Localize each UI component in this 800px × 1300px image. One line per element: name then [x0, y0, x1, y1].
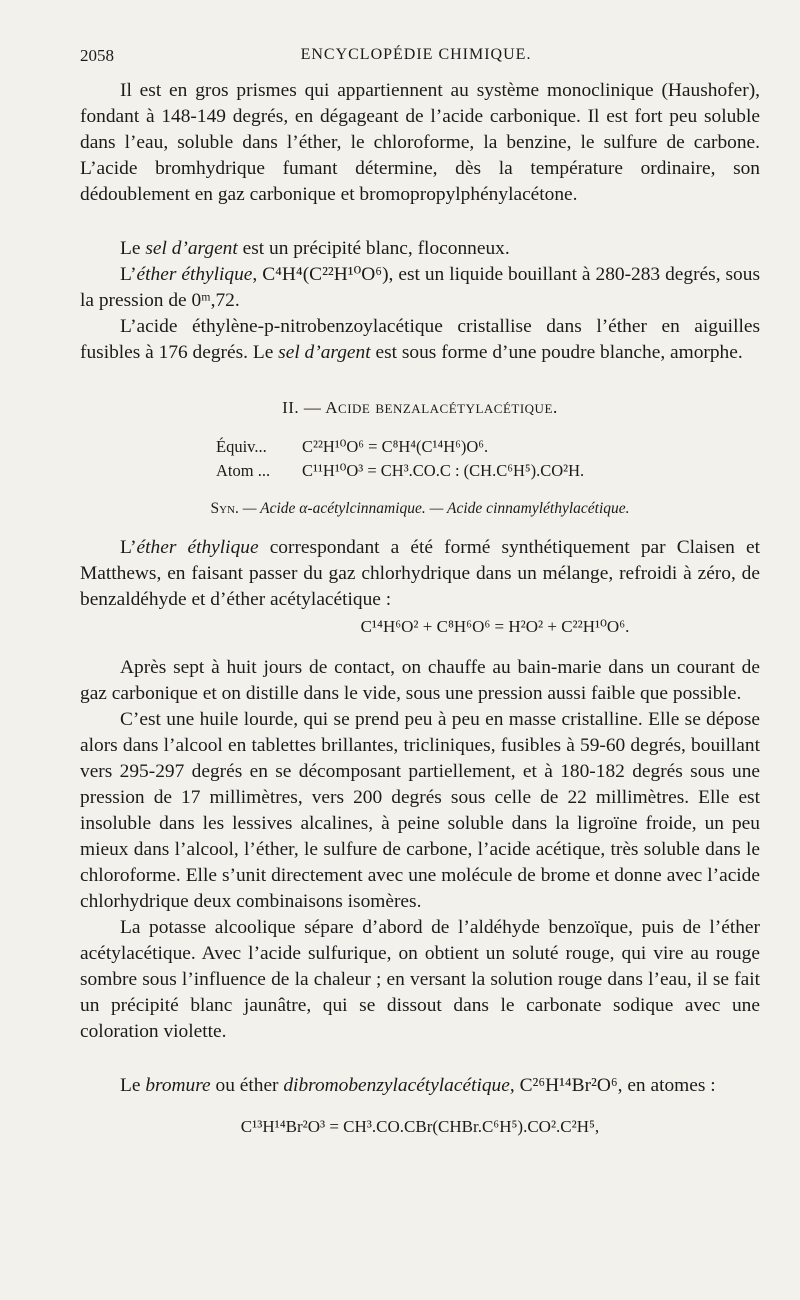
page-body: [80, 78, 760, 1141]
paragraph-1: Il est en gros prismes qui appartiennent au système monoclinique (Haushofer), fondant à 148-149 degrés, en dégageant de l’acide carbonique. Il est fort peu soluble dans l’eau, soluble dans l’éther, le chloroforme, la benzine, le sulfure de carbone. L’acide bromhydrique fumant détermine, dès la température ordinaire, son dédoublement en gaz carbonique et bromopropylphénylacétone.: [80, 80, 760, 205]
equation-1: C¹⁴H⁶O² + C⁸H⁶O⁶ = H²O² + C²²H¹⁰O⁶.: [360, 617, 630, 636]
synonyms-line: Syn. — Acide α-acétylcinnamique. — Acide cinnamyléthylacétique.: [210, 500, 630, 517]
paragraph-3: L’éther éthylique, C⁴H⁴(C²²H¹⁰O⁶), est un liquide bouillant à 280-283 degrés, sous la pression de 0ᵐ,72.: [80, 264, 760, 311]
paragraph-6: Après sept à huit jours de contact, on chauffe au bain-marie dans un courant de gaz carbonique et on distille dans le vide, sous une pression aussi faible que possible.: [80, 657, 760, 704]
running-title: ENCYCLOPÉDIE CHIMIQUE.: [300, 46, 532, 63]
paragraph-4: L’acide éthylène-p-nitrobenzoylacétique cristallise dans l’éther en aiguilles fusibles à 176 degrés. Le sel d’argent est sous forme d’une poudre blanche, amorphe.: [80, 316, 760, 363]
equation-2: C¹³H¹⁴Br²O³ = CH³.CO.CBr(CHBr.C⁶H⁵).CO².C²H⁵,: [240, 1117, 600, 1136]
page-header: [80, 46, 752, 70]
paragraph-9: Le bromure ou éther dibromobenzylacétylacétique, C²⁶H¹⁴Br²O⁶, en atomes :: [120, 1075, 716, 1096]
section-heading: II. — Acide benzalacétylacétique.: [282, 397, 558, 417]
paragraph-7: C’est une huile lourde, qui se prend peu à peu en masse cristalline. Elle se dépose alors dans l’alcool en tablettes brillantes, tricliniques, fusibles à 59-60 degrés, bouillant vers 295-297 degrés en se décomposant partiellement, et à 180-182 degrés sous une pression de 17 millimètres, vers 200 degrés sous celle de 22 millimètres. Elle est insoluble dans les lessives alcalines, à peine soluble dans la ligroïne froide, un peu mieux dans l’alcool, l’éther, le sulfure de carbone, l’acide acétique, très soluble dans le chloroforme. Elle s’unit directement avec une molécule de brome et donne avec l’acide chlorhydrique deux combinaisons isomères.: [80, 709, 760, 912]
atom-formula: Atom ... C¹¹H¹⁰O³ = CH³.CO.C : (CH.C⁶H⁵).CO²H.: [216, 461, 585, 480]
paragraph-5: L’éther éthylique correspondant a été formé synthétiquement par Claisen et Matthews, en faisant passer du gaz chlorhydrique dans un mélange, refroidi à zéro, de benzaldéhyde et d’éther acétylacétique :: [80, 537, 760, 610]
paragraph-2: Le sel d’argent est un précipité blanc, floconneux.: [120, 238, 510, 259]
equiv-formula: Équiv... C²²H¹⁰O⁶ = C⁸H⁴(C¹⁴H⁶)O⁶.: [216, 437, 489, 456]
page-number: 2058: [80, 46, 114, 65]
paragraph-8: La potasse alcoolique sépare d’abord de l’aldéhyde benzoïque, puis de l’éther acétylacétique. Avec l’acide sulfurique, on obtient un soluté rouge, qui vire au rouge sombre sous l’influence de la chaleur ; en versant la solution rouge dans l’eau, il se fait un précipité blanc jaunâtre, qui se dissout dans le carbonate sodique avec une coloration violette.: [80, 917, 760, 1042]
